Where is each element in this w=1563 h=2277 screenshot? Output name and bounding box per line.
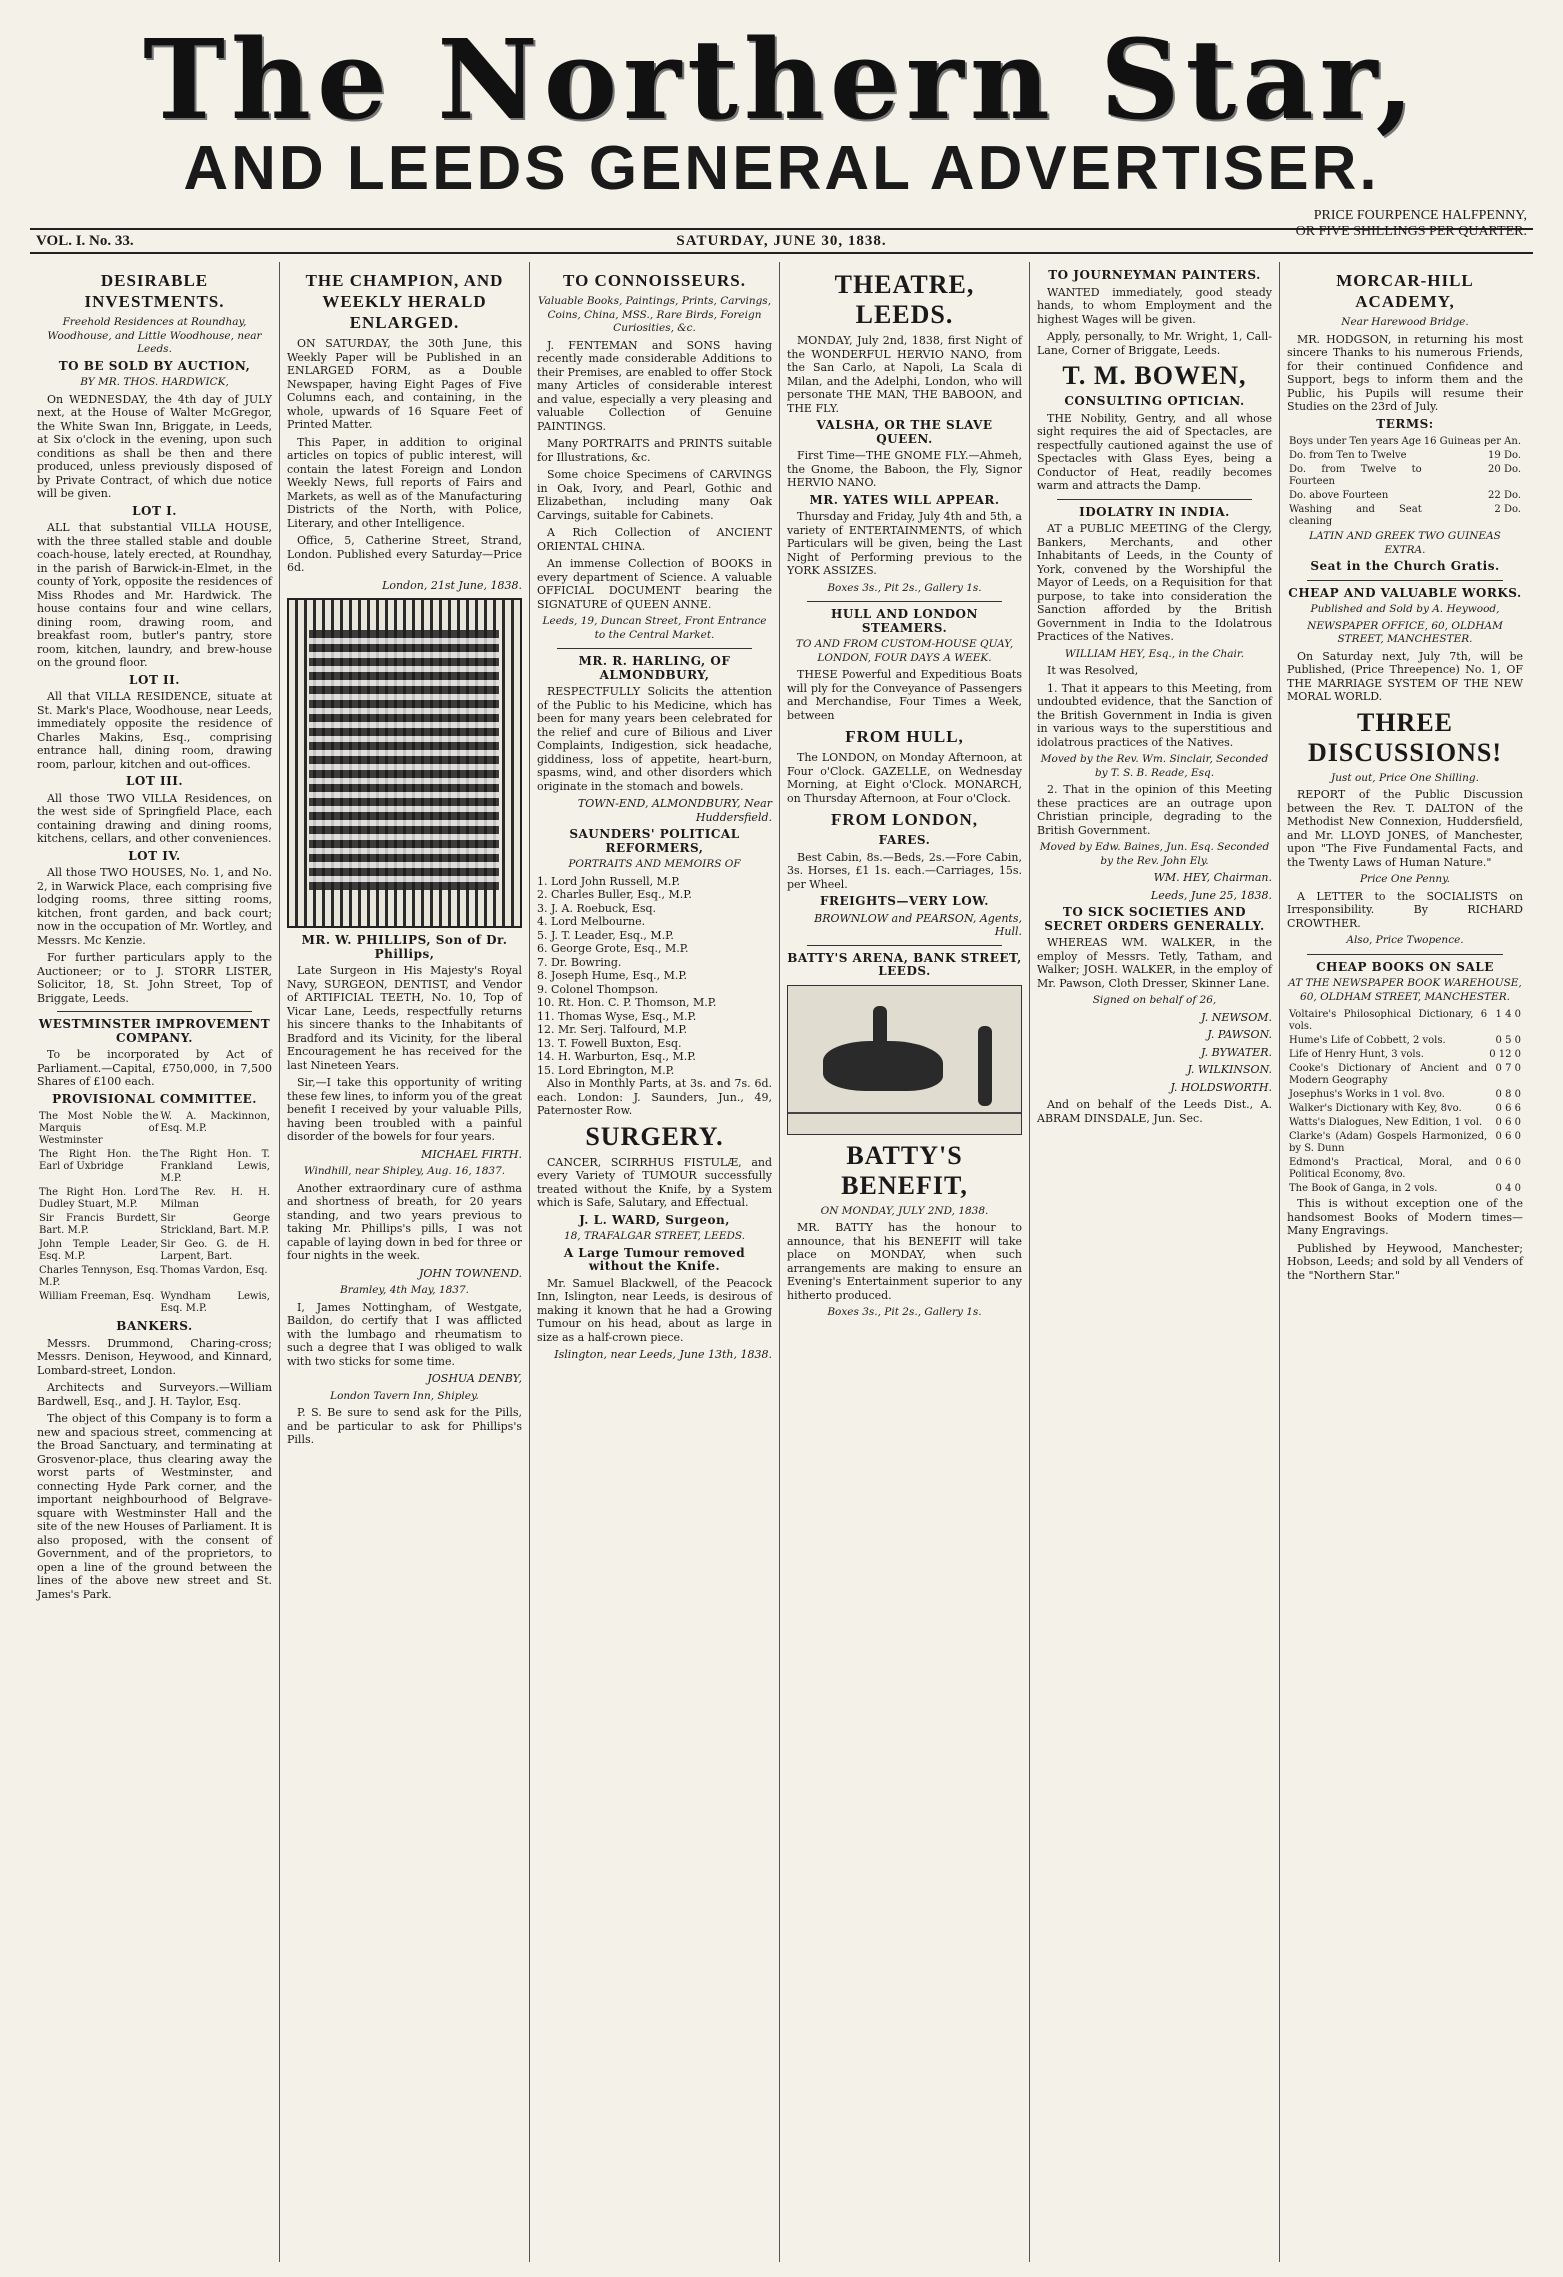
ad-text: WANTED immediately, good steady hands, to whom Employment and the highest Wages will be given. [1037, 285, 1272, 326]
columns [30, 262, 1533, 2262]
terms-table [1287, 434, 1523, 530]
engraving-shape [309, 630, 499, 890]
list-item: 4. Lord Melbourne. [537, 915, 646, 928]
ad-subheading: TO AND FROM CUSTOM-HOUSE QUAY, LONDON, FOUR DAYS A WEEK. [795, 638, 1014, 664]
ad-text: MR. BATTY has the honour to announce, that his BENEFIT will take place on MONDAY, when such arrangements are making to ensure an Evening's Entertainment superior to any hitherto produced. [787, 1221, 1022, 1302]
company-heading: WESTMINSTER IMPROVEMENT COMPANY. [38, 1017, 271, 1045]
committee-table [37, 1109, 272, 1317]
table-row: Cooke's Dictionary of Ancient and Modern Geography 0 7 0 [1289, 1063, 1521, 1086]
list-item: 14. H. Warburton, Esq., M.P. [537, 1050, 696, 1063]
ad-subheading: ON MONDAY, JULY 2ND, 1838. [820, 1204, 989, 1217]
ad-heading: CHEAP AND VALUABLE WORKS. [1288, 585, 1522, 600]
column-5 [1030, 262, 1280, 2262]
books-table [1287, 1007, 1523, 1197]
ad-heading: TO CONNOISSEURS. [563, 271, 746, 290]
ad-heading: IDOLATRY IN INDIA. [1079, 504, 1230, 519]
note-text: P. S. Be sure to send ask for the Pills, and be particular to ask for Phillips's Pills. [287, 1406, 522, 1446]
contact-text: For further particulars apply to the Auctioneer; or to J. STORR LISTER, Solicitor, 18, St. John Street, Top of Briggate, Leeds. [37, 951, 272, 1005]
list-item: 2. Charles Buller, Esq., M.P. [537, 888, 692, 901]
address: NEWSPAPER OFFICE, 60, OLDHAM STREET, MANCHESTER. [1307, 619, 1503, 645]
ad-text: Thursday and Friday, July 4th and 5th, a variety of ENTERTAINMENTS, of which Particulars will be given, being the Last Night of Performing previous to the YORK ASSIZES. [787, 510, 1022, 577]
resolution: 1. That it appears to this Meeting, from undoubted evidence, that the Sanction of the British Government in India is given in various ways to the superstitious and idolatrous practices of the Natives. [1037, 681, 1272, 749]
table-row: Do. from Twelve to Fourteen 20 Do. [1289, 464, 1521, 487]
ad-heading: THREE DISCUSSIONS! [1307, 707, 1503, 767]
ad-heading: THE CHAMPION, AND WEEKLY HERALD ENLARGED. [305, 271, 504, 332]
prices: Boxes 3s., Pit 2s., Gallery 1s. [827, 581, 982, 594]
list-item: 12. Mr. Serj. Talfourd, M.P. [537, 1023, 688, 1036]
address: 18, TRAFALGAR STREET, LEEDS. [563, 1230, 746, 1242]
ad-text: WHEREAS WM. WALKER, in the employ of Messrs. Tetly, Tatham, and Walker; JOSH. WALKER, in the employ of Mr. Pawson, Cloth Dresser, Skinner Lane. [1037, 936, 1272, 990]
signed-line: Signed on behalf of 26, [1092, 994, 1217, 1006]
column-4 [780, 262, 1030, 2262]
auction-title: TO BE SOLD BY AUCTION, [58, 358, 251, 373]
column-2 [280, 262, 530, 2262]
divider [57, 1011, 252, 1012]
ad-text: Best Cabin, 8s.—Beds, 2s.—Fore Cabin, 3s. Horses, £1 1s. each.—Carriages, 15s. per Wheel. [787, 850, 1022, 891]
lot-text: ALL that substantial VILLA HOUSE, with the three stalled stable and double coach-house, lately erected, at Roundhay, in the parish of Barwick-in-Elmet, in the county of York, opposite the residences of Miss Rhodes and Mr. Hardwick. The house contains four and wine cellars, dining room, drawing room, and breakfast room, butler's pantry, store room, kitchen, laundry, and brew-house on the ground floor. [37, 521, 272, 669]
signature: BROWNLOW and PEARSON, Agents, Hull. [814, 911, 1022, 938]
ad-text: CANCER, SCIRRHUS FISTULÆ, and every Variety of TUMOUR successfully treated without the Knife, by a System which is Safe, Salutary, and Effectual. [537, 1155, 772, 1209]
lot-text: All those TWO HOUSES, No. 1, and No. 2, in Warwick Place, each comprising five lodging rooms, three sitting rooms, kitchen, front garden, and back court; now in the occupation of Mr. Wortley, and Messrs. Mc Kenzie. [37, 866, 272, 947]
committee-title: PROVISIONAL COMMITTEE. [52, 1091, 257, 1106]
signature: MICHAEL FIRTH. [421, 1147, 522, 1161]
table-row: Clarke's (Adam) Gospels Harmonized, by S. Dunn 0 6 0 [1289, 1131, 1521, 1154]
ad-heading: HULL AND LONDON STEAMERS. [831, 607, 978, 635]
surgeon-name: J. L. WARD, Surgeon, [579, 1212, 730, 1227]
prices: Boxes 3s., Pit 2s., Gallery 1s. [827, 1306, 982, 1318]
list-item: J. HOLDSWORTH. [1170, 1080, 1272, 1094]
date-line: Leeds, June 25, 1838. [1150, 888, 1272, 902]
ad-heading: TO JOURNEYMAN PAINTERS. [1048, 268, 1261, 282]
address: Apply, personally, to Mr. Wright, 1, Call-Lane, Corner of Briggate, Leeds. [1037, 330, 1272, 357]
ad-text: It was Resolved, [1047, 664, 1139, 677]
table-row: Life of Henry Hunt, 3 vols. 0 12 0 [1289, 1049, 1521, 1060]
list-item: J. NEWSOM. [1201, 1010, 1272, 1024]
resolution: 2. That in the opinion of this Meeting these practices are an outrage upon Christian principle, degrading to the British Government. [1037, 783, 1272, 837]
list-item: 11. Thomas Wyse, Esq., M.P. [537, 1009, 697, 1023]
ad-text: On Saturday next, July 7th, will be Published, (Price Threepence) No. 1, OF THE MARRIAGE SYSTEM OF THE NEW MORAL WORLD. [1287, 649, 1523, 703]
ad-heading: SURGERY. [585, 1121, 724, 1151]
list-item: 1. Lord John Russell, M.P. [537, 874, 681, 888]
company-text: To be incorporated by Act of Parliament.—Capital, £750,000, in 7,500 Shares of £100 each. [37, 1048, 272, 1088]
price [1296, 208, 1527, 240]
table-row: The Right Hon. the Earl of Uxbridge The Right Hon. T. Frankland Lewis, M.P. [39, 1149, 270, 1184]
ad-text: MONDAY, July 2nd, 1838, first Night of the WONDERFUL HERVIO NANO, from the San Carlo, at Napoli, La Scala di Milan, and the Adelphi, London, who will personate THE MAN, THE BABOON, and THE FLY. [787, 334, 1022, 415]
volume-number: VOL. I. No. 33. [36, 233, 134, 249]
ad-text: ON SATURDAY, the 30th June, this Weekly Paper will be Published in an ENLARGED FORM, as a Double Newspaper, having Eight Pages of Five Columns each, and containing, in the whole, upwards of 16 Square Feet of Printed Matter. [287, 337, 522, 431]
ad-subheading: Valuable Books, Paintings, Prints, Carvings, Coins, China, MSS., Rare Birds, Foreign Curiosities, &c. [537, 295, 772, 334]
divider [807, 601, 1002, 602]
table-row: Do. above Fourteen 22 Do. [1289, 490, 1521, 501]
teeth-engraving [287, 598, 522, 928]
ground-line [788, 1112, 1021, 1114]
table-row: Do. from Ten to Twelve 19 Do. [1289, 450, 1521, 461]
divider [1307, 580, 1503, 581]
address: Leeds, 19, Duncan Street, Front Entrance to the Central Market. [542, 615, 767, 641]
bankers-text: Messrs. Drummond, Charing-cross; Messrs. Denison, Heywood, and Kinnard, Lombard-street, London. [37, 1336, 272, 1377]
ad-heading: VALSHA, OR THE SLAVE QUEEN. [816, 418, 993, 446]
ad-text: AT a PUBLIC MEETING of the Clergy, Bankers, Merchants, and other Inhabitants of Leeds, in the County of York, convened by the Worshipful the Mayor of Leeds, on a Requisition for that purpose, to take into consideration the Sanction afforded by the British Government in India to the Idolatrous Practices of the Natives. [1037, 522, 1272, 643]
horse-shape [823, 1041, 943, 1091]
price-note: Price One Penny. [1359, 873, 1450, 885]
newspaper-title: The Northern Star, [143, 15, 1420, 144]
ad-heading: THEATRE, LEEDS. [834, 270, 975, 329]
signature-place: Islington, near Leeds, June 13th, 1838. [554, 1348, 772, 1361]
names-list [1037, 1011, 1272, 1095]
price-note: Also, Price Twopence. [1346, 934, 1464, 946]
ad-text: MR. HODGSON, in returning his most sincere Thanks to his numerous Friends, for their continued Confidence and Support, begs to inform them and the Public, his Pupils will resume their Studies on the 23rd of July. [1287, 332, 1523, 413]
lot-label: LOT III. [125, 774, 183, 788]
ad-text: An immense Collection of BOOKS in every department of Science. A valuable OFFICIAL DOCUMENT bearing the SIGNATURE of QUEEN ANNE. [537, 557, 772, 611]
price-line-2: OR FIVE SHILLINGS PER QUARTER. [1295, 224, 1527, 239]
lot-label: LOT II. [129, 672, 180, 687]
ad-text: Many PORTRAITS and PRINTS suitable for Illustrations, &c. [537, 437, 772, 464]
table-row: Edmond's Practical, Moral, and Political Economy, 8vo. 0 6 0 [1289, 1157, 1521, 1180]
table-row: Walker's Dictionary with Key, 8vo. 0 6 6 [1289, 1103, 1521, 1114]
list-item: 7. Dr. Bowring. [537, 955, 622, 969]
table-row: Josephus's Works in 1 vol. 8vo. 0 8 0 [1289, 1089, 1521, 1100]
ad-text: REPORT of the Public Discussion between the Rev. T. DALTON of the Methodist New Connexion, Huddersfield, and Mr. LLOYD JONES, of Manchester, upon "The Five Fundamental Facts, and the Twenty Laws of Human Nature." [1287, 788, 1523, 869]
list-item: J. BYWATER. [1201, 1045, 1272, 1059]
divider [1057, 499, 1252, 500]
ad-text: Some choice Specimens of CARVINGS in Oak, Ivory, and Pearl, Gothic and Elizabethan, including many Oak Carvings, suitable for Cabinets. [537, 468, 772, 522]
ad-text: A LETTER to the SOCIALISTS on Irresponsibility. By RICHARD CROWTHER. [1287, 889, 1523, 930]
table-row: Voltaire's Philosophical Dictionary, 6 vols. 1 4 0 [1289, 1009, 1521, 1032]
ad-heading: DESIRABLE INVESTMENTS. [84, 271, 225, 311]
address: TOWN-END, ALMONDBURY, Near Huddersfield. [577, 797, 772, 824]
signature-place: London Tavern Inn, Shipley. [330, 1389, 479, 1402]
divider [1307, 954, 1503, 955]
list-item: 10. Rt. Hon. C. P. Thomson, M.P. [537, 996, 717, 1009]
date-line: London, 21st June, 1838. [382, 578, 522, 592]
table-row: Sir Francis Burdett, Bart. M.P. Sir George Strickland, Bart. M.P. [39, 1213, 270, 1236]
reformers-list [537, 875, 772, 1078]
ad-heading: FREIGHTS—VERY LOW. [820, 894, 989, 908]
moved-by: Moved by Edw. Baines, Jun. Esq. Seconded by the Rev. John Ely. [1039, 841, 1270, 867]
divider [807, 945, 1002, 946]
table-row: Charles Tennyson, Esq. M.P. Thomas Vardon, Esq. [39, 1265, 268, 1288]
list-item: 13. T. Fowell Buxton, Esq. [537, 1036, 682, 1050]
ad-heading: FROM LONDON, [830, 810, 979, 829]
dateline [30, 208, 1533, 254]
ad-text: Published by Heywood, Manchester; Hobson, Leeds; and sold by all Venders of the "Northern Star." [1287, 1241, 1523, 1282]
moved-by: Moved by the Rev. Wm. Sinclair, Seconded by T. S. B. Reade, Esq. [1040, 753, 1269, 779]
ad-text: And on behalf of the Leeds Dist., A. ABRAM DINSDALE, Jun. Sec. [1037, 1098, 1272, 1125]
rider-shape [873, 1006, 887, 1046]
table-row: Hume's Life of Cobbett, 2 vols. 0 5 0 [1289, 1035, 1521, 1046]
ad-text: This Paper, in addition to original articles on topics of public interest, will contain the latest Foreign and London Weekly News, full reports of Fairs and Markets, as well as of the Manufacturing Districts of the North, with Police, Literary, and other Intelligence. [287, 435, 522, 530]
column-6 [1280, 262, 1530, 2262]
ad-subheading: Just out, Price One Shilling. [1331, 771, 1479, 784]
ad-heading: T. M. BOWEN, [1062, 361, 1247, 390]
lot-text: All those TWO VILLA Residences, on the west side of Springfield Place, each containing drawing and dining rooms, kitchens, cellars, and other conveniences. [37, 791, 272, 845]
ad-text: J. FENTEMAN and SONS having recently made considerable Additions to their Premises, are enabled to offer Stock many Articles of considerable interest and value, especially a very pleasing and valuable Collection of Genuine PAINTINGS. [537, 338, 772, 433]
ad-heading: BATTY'S ARENA, BANK STREET, LEEDS. [787, 950, 1022, 978]
ad-text: Office, 5, Catherine Street, Strand, London. Published every Saturday—Price 6d. [287, 534, 522, 574]
lot-text: All that VILLA RESIDENCE, situate at St. Mark's Place, Woodhouse, near Leeds, immediately opposite the residence of Charles Makins, Esq., comprising entrance hall, dining room, drawing room, parlour, kitchen and out-offices. [37, 690, 272, 771]
ad-heading: BATTY'S BENEFIT, [841, 1140, 968, 1200]
list-item: 3. J. A. Roebuck, Esq. [537, 901, 657, 915]
ad-text: Mr. Samuel Blackwell, of the Peacock Inn, Islington, near Leeds, is desirous of making it known that he had a Growing Tumour on his head, about as large in size as a half-crown piece. [537, 1276, 772, 1344]
table-row: Washing and Seat cleaning 2 Do. [1289, 504, 1521, 527]
chair-line: WILLIAM HEY, Esq., in the Chair. [1064, 647, 1245, 660]
testimonial: I, James Nottingham, of Westgate, Baildon, do certify that I was afflicted with the lumbago and rheumatism to such a degree that I was obliged to walk with two sticks for some time. [287, 1300, 522, 1368]
figure-shape [978, 1026, 992, 1106]
auctioneer: BY MR. THOS. HARDWICK, [80, 376, 229, 388]
table-row: John Temple Leader, Esq. M.P. Sir Geo. G. de H. Larpent, Bart. [39, 1239, 270, 1262]
testimonial: Sir,—I take this opportunity of writing these few lines, to inform you of the great benefit I received by your valuable Pills, having been troubled with a painful disorder of the bowels for four years. [287, 1076, 522, 1143]
ad-text: This is without exception one of the handsomest Books of Modern times—Many Engravings. [1287, 1197, 1523, 1237]
table-row: The Book of Ganga, in 2 vols. 0 4 0 [1289, 1183, 1521, 1194]
list-item: 6. George Grote, Esq., M.P. [537, 942, 689, 955]
ad-heading: MR. W. PHILLIPS, Son of Dr. Phillips, [301, 933, 508, 961]
ad-heading: MORCAR-HILL ACADEMY, [1336, 271, 1474, 311]
price-line-1: PRICE FOURPENCE HALFPENNY, [1313, 208, 1527, 223]
ad-subheading: Published and Sold by A. Heywood, [1310, 603, 1500, 615]
column-3 [530, 262, 780, 2262]
table-row: Boys under Ten years Age 16 Guineas per An. [1289, 436, 1521, 447]
ad-subheading: CONSULTING OPTICIAN. [1064, 394, 1245, 408]
list-item: 15. Lord Ebrington, M.P. [537, 1063, 675, 1077]
ad-heading: FARES. [878, 833, 931, 847]
lot-label: LOT I. [132, 503, 177, 518]
list-item: 5. J. T. Leader, Esq., M.P. [537, 928, 674, 942]
lot-label: LOT IV. [128, 848, 181, 863]
ad-subheading: Freehold Residences at Roundhay, Woodhouse, and Little Woodhouse, near Leeds. [47, 316, 262, 355]
auction-text: On WEDNESDAY, the 4th day of JULY next, at the House of Walter McGregor, the White Swan Inn, Briggate, in Leeds, at Six o'clock in the evening, upon such conditions as shall be then and there produced, unless previously disposed of by Private Contract, of which due notice will be given. [37, 392, 272, 500]
ad-heading: A Large Tumour removed without the Knife. [563, 1245, 746, 1273]
ad-heading: FROM HULL, [845, 727, 964, 746]
ad-text: THE Nobility, Gentry, and all whose sight requires the aid of Spectacles, are respectfully cautioned against the use of Spectacles with Glass Eyes, being a Conductor of Heat, readily becomes warm and attracts the Damp. [1037, 411, 1272, 492]
testimonial: Another extraordinary cure of asthma and shortness of breath, for 20 years standing, and two years previous to taking Mr. Phillips's pills, I was not capable of laying down in bed for three or four nights in the week. [287, 1181, 522, 1262]
signature: JOHN TOWNEND. [418, 1266, 522, 1280]
ad-subheading: AT THE NEWSPAPER BOOK WAREHOUSE, 60, OLDHAM STREET, MANCHESTER. [1288, 977, 1522, 1003]
ad-text: The LONDON, on Monday Afternoon, at Four o'Clock. GAZELLE, on Wednesday Morning, at Eight o'Clock. MONARCH, on Thursday Afternoon, at Four o'Clock. [787, 751, 1022, 805]
divider [557, 648, 752, 649]
list-item: 8. Joseph Hume, Esq., M.P. [537, 969, 688, 982]
table-row: William Freeman, Esq. Wyndham Lewis, Esq. M.P. [39, 1291, 270, 1314]
masthead [30, 15, 1533, 220]
signature: JOSHUA DENBY, [427, 1372, 522, 1385]
ad-heading: MR. R. HARLING, OF ALMONDBURY, [578, 654, 731, 682]
ad-subheading: Near Harewood Bridge. [1341, 316, 1469, 328]
architects-text: Architects and Surveyors.—William Bardwell, Esq., and J. H. Taylor, Esq. [37, 1381, 272, 1408]
ad-text: First Time—THE GNOME FLY.—Ahmeh, the Gnome, the Baboon, the Fly, Signor HERVIO NANO. [787, 449, 1022, 489]
ad-heading: MR. YATES WILL APPEAR. [809, 492, 1000, 507]
object-text: The object of this Company is to form a new and spacious street, commencing at the Broad Sanctuary, and terminating at Grosvenor-place, thus clearing away the worst parts of Westminster, and connecting Hyde Park corner, and the important neighbourhood of Belgrave-square with Westminster Hall and the site of the new Houses of Parliament. It is also proposed, with the consent of Government, and of the proprietors, to open a line of the ground between the lines of the above new street and St. James's Park. [37, 1412, 272, 1601]
table-row: The Right Hon. Lord Dudley Stuart, M.P. The Rev. H. H. Milman [39, 1187, 270, 1210]
terms-title: TERMS: [1376, 416, 1434, 431]
ad-text: RESPECTFULLY Solicits the attention of the Public to his Medicine, which has been for many years been celebrated for the relief and cure of Bilious and Liver Complaints, Indigestion, sick headache, giddiness, loss of appetite, heart-burn, spasms, wind, and other disorders which originate in the stomach and bowels. [537, 685, 772, 793]
church-note: Seat in the Church Gratis. [1310, 559, 1500, 573]
ad-heading: TO SICK SOCIETIES AND SECRET ORDERS GENERALLY. [1044, 905, 1265, 933]
table-row: The Most Noble the Marquis of Westminster W. A. Mackinnon, Esq. M.P. [39, 1111, 270, 1146]
ad-text: Late Surgeon in His Majesty's Royal Navy, SURGEON, DENTIST, and Vendor of ARTIFICIAL TEETH, No. 10, Top of Vicar Lane, Leeds, respectfully returns his sincere thanks to the Inhabitants of Bradford and its Vicinity, for the liberal Encouragement he has received for the last Nineteen Years. [287, 964, 522, 1072]
newspaper-subtitle: AND LEEDS GENERAL ADVERTISER. [183, 134, 1380, 203]
list-item: J. WILKINSON. [1187, 1063, 1272, 1076]
signature: WM. HEY, Chairman. [1153, 871, 1272, 884]
column-1 [30, 262, 280, 2262]
circus-engraving [787, 985, 1022, 1135]
ad-subheading: PORTRAITS AND MEMOIRS OF [568, 858, 741, 870]
ad-heading: SAUNDERS' POLITICAL REFORMERS, [569, 827, 740, 855]
ad-heading: CHEAP BOOKS ON SALE [1316, 959, 1494, 974]
issue-date: SATURDAY, JUNE 30, 1838. [676, 233, 887, 249]
list-item: J. PAWSON. [1207, 1028, 1272, 1041]
ad-text: Also in Monthly Parts, at 3s. and 7s. 6d. each. London: J. Saunders, Jun., 49, Paternoster Row. [537, 1077, 772, 1117]
table-row: Watts's Dialogues, New Edition, 1 vol. 0 6 0 [1289, 1117, 1521, 1128]
ad-text: A Rich Collection of ANCIENT ORIENTAL CHINA. [537, 526, 772, 553]
bankers-title: BANKERS. [116, 1319, 193, 1333]
signature-place: Bramley, 4th May, 1837. [339, 1284, 470, 1296]
list-item: 9. Colonel Thompson. [537, 982, 659, 996]
ad-text: THESE Powerful and Expeditious Boats will ply for the Conveyance of Passengers and Merchandise, Four Times a Week, between [787, 668, 1022, 722]
signature-place: Windhill, near Shipley, Aug. 16, 1837. [303, 1165, 506, 1177]
latin-note: LATIN AND GREEK TWO GUINEAS EXTRA. [1309, 530, 1501, 556]
